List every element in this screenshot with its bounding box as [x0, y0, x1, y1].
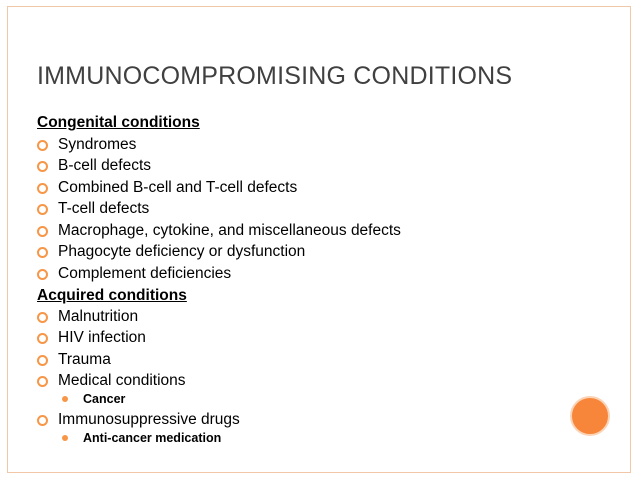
list-item-label: Immunosuppressive drugs [58, 411, 240, 428]
acquired-heading: Acquired conditions [37, 287, 187, 304]
ring-bullet-icon [37, 226, 48, 237]
ring-bullet-icon [37, 376, 48, 387]
list-item-label: Combined B-cell and T-cell defects [58, 179, 298, 196]
sub-list-item-label: Cancer [83, 392, 126, 406]
list-item-label: Syndromes [58, 136, 137, 153]
list-item-label: Trauma [58, 351, 111, 368]
ring-bullet-icon [37, 140, 48, 151]
ring-bullet-icon [37, 355, 48, 366]
sub-list-item-label: Anti-cancer medication [83, 431, 222, 445]
list-item-label: Malnutrition [58, 308, 139, 325]
ring-bullet-icon [37, 269, 48, 280]
ring-bullet-icon [37, 333, 48, 344]
dot-bullet-icon [62, 435, 68, 441]
slide-title: IMMUNOCOMPROMISING CONDITIONS [37, 62, 513, 90]
list-item-label: Macrophage, cytokine, and miscellaneous defects [58, 222, 401, 239]
list-item-label: T-cell defects [58, 200, 150, 217]
list-item-label: HIV infection [58, 329, 146, 346]
ring-bullet-icon [37, 183, 48, 194]
list-item-label: Medical conditions [58, 372, 186, 389]
ring-bullet-icon [37, 312, 48, 323]
ring-bullet-icon [37, 415, 48, 426]
list-item-label: Phagocyte deficiency or dysfunction [58, 243, 306, 260]
ring-bullet-icon [37, 247, 48, 258]
ring-bullet-icon [37, 161, 48, 172]
list-item-label: Complement deficiencies [58, 265, 232, 282]
decorative-circle [570, 396, 610, 436]
ring-bullet-icon [37, 204, 48, 215]
list-item-label: B-cell defects [58, 157, 152, 174]
congenital-heading: Congenital conditions [37, 114, 200, 131]
dot-bullet-icon [62, 396, 68, 402]
